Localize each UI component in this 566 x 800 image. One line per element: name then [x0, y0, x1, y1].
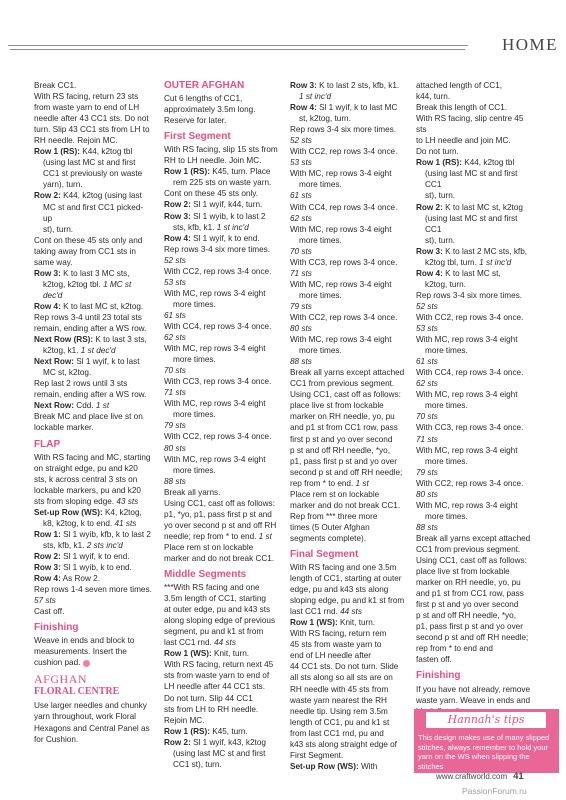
- stitch-count: 61 sts: [290, 191, 312, 201]
- flap-row-1-continuation: sts, kfb, k1. 2 sts inc'd: [43, 540, 123, 550]
- text-line: Place rem st on lockable: [164, 542, 254, 552]
- text-line: Break this length of CC1.: [416, 103, 508, 113]
- header-rule: [8, 45, 468, 46]
- text-line: With RS facing, slip centre 45 sts: [416, 114, 526, 135]
- final-setup-row: Set-up Row (WS): With: [290, 761, 378, 771]
- tips-box: [414, 709, 559, 773]
- text-line: Hexagons and Central Panel as: [34, 723, 150, 733]
- text-line: RH needle with 45 sts from: [290, 684, 389, 694]
- text-line: segment, pu and k1 st from: [164, 627, 264, 637]
- text-line: Using CC1, cast off as follows:: [416, 556, 527, 566]
- c4-row-4-continuation: k2tog, turn.: [425, 279, 466, 289]
- stitch-count: 53 sts: [416, 324, 438, 334]
- stitch-count: 62 sts: [416, 379, 438, 389]
- text-line: With RS facing, slip 15 sts from: [164, 145, 278, 155]
- stitch-count: 52 sts: [416, 301, 438, 311]
- text-line: yo over second p st and off RH: [164, 520, 277, 530]
- flap-repeat: Rep rows 1-4 seven more times.: [34, 585, 152, 595]
- stitch-count: 61 sts: [416, 357, 438, 367]
- text-line: With MC, rep rows 3-4 eight: [290, 169, 392, 179]
- text-line: st), turn.: [425, 235, 456, 245]
- text-line: sloping edge, pu and k1 st from: [290, 596, 405, 606]
- repeat-lines: [34, 312, 152, 334]
- text-line: marker on RH needle, yo, pu: [416, 578, 521, 588]
- final-lines: [290, 562, 408, 606]
- text-line: remain, ending after a WS row.: [34, 390, 147, 400]
- text-line: With MC, rep rows 3-4 eight: [290, 279, 392, 289]
- column-1: [34, 80, 152, 745]
- finishing-last-line: cushion pad.: [34, 657, 152, 668]
- text-line: and p1 st from CC1 row, pass: [290, 423, 398, 433]
- c2-break-lines: [164, 487, 282, 531]
- c4-break-lines: [416, 533, 534, 666]
- text-line: With RS facing, return 23 sts: [34, 92, 139, 102]
- text-line: segments complete).: [290, 533, 366, 543]
- text-line: k43 sts along straight edge of: [290, 739, 397, 749]
- flap-row-4: Row 4: As Row 2.: [34, 574, 100, 584]
- text-line: With CC2, rep rows 3-4 once.: [164, 432, 272, 442]
- text-line: With MC, rep rows 3-4 eight: [164, 288, 266, 298]
- footer: [436, 771, 524, 782]
- text-line: same way.: [34, 257, 73, 267]
- text-line: marker and do not break CC1.: [290, 500, 401, 510]
- c3-sequence: [290, 135, 408, 367]
- middle-row-1-lines: [164, 659, 282, 725]
- text-line: Rep last 2 rows until 3 sts: [34, 379, 128, 389]
- first-segment-heading: First Segment: [164, 131, 231, 143]
- middle-row-2: Row 2: Sl 1 wyif, k43, k2tog: [164, 737, 266, 747]
- text-line: times (5 Outer Afghan: [290, 522, 370, 532]
- header-rule-secondary: [10, 49, 465, 50]
- end-bullet-icon: [83, 660, 90, 667]
- text-line: Rep rows 3-4 until 23 total sts: [34, 312, 142, 322]
- text-line: more times.: [425, 346, 468, 356]
- outer-afghan-heading: OUTER AFGHAN: [164, 80, 245, 91]
- text-line: With CC4, rep rows 3-4 once.: [164, 321, 272, 331]
- text-line: needle tip. Using rem 3.5m: [290, 706, 388, 716]
- text-line: First Segment.: [290, 750, 344, 760]
- repeat-lines-2: [34, 378, 152, 400]
- middle-row-1-ws: Row 1 (WS): Knit, turn.: [164, 649, 250, 659]
- text-line: With MC, rep rows 3-4 eight: [164, 454, 266, 464]
- first-segment-lines: [164, 144, 282, 166]
- tips-title: Hannah's tips: [426, 712, 546, 728]
- section-label: HOME: [501, 35, 558, 54]
- row-4-instruction: Row 4: K to last MC st, k2tog.: [34, 301, 144, 311]
- text-line: RH needle. Rejoin MC.: [34, 136, 118, 146]
- text-line: With RS facing, return rem: [290, 629, 387, 639]
- text-line: Rejoin MC.: [164, 715, 205, 725]
- c3-row-3-note: 1 st inc'd: [299, 92, 332, 102]
- text-line: MC st and first CC1 picked-up: [43, 202, 144, 223]
- text-line: lockable marker.: [34, 423, 94, 433]
- next-row-rs: Next Row (RS): K to last 3 sts,: [34, 335, 147, 345]
- afghan-heading: AFGHAN: [34, 672, 88, 687]
- text-line: Break all yarns except attached: [416, 533, 531, 543]
- text-line: more times.: [299, 180, 342, 190]
- flap-row-2: Row 2: Sl 1 wyif, k to end.: [34, 551, 130, 561]
- stitch-count: 61 sts: [164, 310, 186, 320]
- stitch-count: 52 sts: [164, 255, 186, 265]
- flap-lines: [34, 452, 152, 496]
- c2-row-3-continuation: sts, kfb, k1. 1 st inc'd: [173, 222, 249, 232]
- text-line: Rep from *** three more: [290, 511, 378, 521]
- text-line: With RS facing and MC, starting: [34, 452, 151, 462]
- c3-break-lines: [290, 367, 408, 477]
- text-line: With CC3, rep rows 3-4 once.: [290, 257, 398, 267]
- text-line: to LH needle and join MC.: [416, 136, 511, 146]
- c4-row-4: Row 4: K to last MC st,: [416, 268, 501, 278]
- text-line: more times.: [173, 299, 216, 309]
- text-line: place live st from lockable: [416, 567, 510, 577]
- text-line: With CC3, rep rows 3-4 once.: [416, 423, 524, 433]
- text-line: With RS facing, return next 45: [164, 660, 274, 670]
- text-line: on straight edge, pu and k20: [34, 463, 138, 473]
- final-row-1: Row 1 (WS): Knit, turn.: [290, 618, 376, 628]
- next-row-2-continuation: MC st, k2tog.: [43, 368, 92, 378]
- stitch-count: 79 sts: [164, 421, 186, 431]
- text-line: all sts along so all sts are on: [290, 673, 393, 683]
- text-line: p st and off RH needle, *yo,: [290, 445, 390, 455]
- text-line: needle after 43 CC1 sts. Do not: [34, 114, 149, 124]
- text-line: lockable markers, pu and k20: [34, 485, 141, 495]
- text-line: length of CC1, pu and k1 st: [290, 717, 390, 727]
- text-line: (using last MC st and first: [43, 158, 136, 168]
- text-line: 3.5m length of CC1, starting: [164, 594, 266, 604]
- stitch-count: 70 sts: [164, 366, 186, 376]
- c4-intro-lines: [416, 80, 534, 157]
- stitch-count: 80 sts: [164, 443, 186, 453]
- text-line: more times.: [425, 401, 468, 411]
- stitch-count: 53 sts: [164, 277, 186, 287]
- text-line: With MC, rep rows 3-4 eight: [416, 335, 518, 345]
- c3-rep-line: rep from * to end. 1 st: [290, 478, 369, 488]
- row-1-instruction: Row 1 (RS): K44, k2tog tbl: [34, 147, 133, 157]
- stitch-count: 80 sts: [416, 489, 438, 499]
- text-line: CC1 from previous segment.: [290, 379, 395, 389]
- text-line: With MC, rep rows 3-4 eight: [416, 445, 518, 455]
- flap-row-3: Row 3: Sl 1 wyib, k to end.: [34, 563, 132, 573]
- text-line: Weave in ends and block to: [34, 636, 135, 646]
- stitch-count: 88 sts: [164, 476, 186, 486]
- text-line: Cont on these 45 sts only and: [34, 235, 143, 245]
- text-line: remain, ending after a WS row.: [34, 324, 147, 334]
- c4-finishing-lines: [416, 684, 534, 706]
- stitch-count: 52 sts: [290, 136, 312, 146]
- text-line: With MC, rep rows 3-4 eight: [416, 390, 518, 400]
- c2-row-3: Row 3: Sl 1 wyib, k to last 2: [164, 211, 266, 221]
- final-row-1-lines: [290, 628, 408, 761]
- text-line: p st and off RH needle, *yo,: [416, 611, 516, 621]
- c2-cont-45: Cont on these 45 sts only.: [164, 189, 259, 199]
- intro-lines: [34, 80, 152, 146]
- text-line: marker and do not break CC1.: [164, 553, 275, 563]
- c4-sequence: [416, 301, 534, 533]
- flap-row-1: Row 1: Sl 1 wyib, kfb, k to last 2: [34, 529, 151, 539]
- tips-body: This design makes use of many slipped stitches, always remember to hold your yarn on the WS when slipping the stitches: [418, 733, 550, 771]
- text-line: With CC2, rep rows 3-4 once.: [290, 312, 398, 322]
- text-line: LH needle after 44 CC1 sts.: [164, 682, 266, 692]
- text-line: (using last MC st and first CC1: [425, 169, 520, 190]
- text-line: With MC, rep rows 3-4 eight: [164, 344, 266, 354]
- text-line: With CC2, rep rows 3-4 once.: [290, 147, 398, 157]
- c4-row-2: Row 2: K to last MC st, k2tog: [416, 202, 523, 212]
- setup-row-continuation: k8, k2tog, k to end. 41 sts: [43, 518, 137, 528]
- stitch-count: 88 sts: [290, 357, 312, 367]
- text-line: from last CC1 rnd, pu and: [290, 728, 384, 738]
- text-line: With CC2, rep rows 3-4 once.: [416, 478, 524, 488]
- c2-sequence: [164, 255, 282, 487]
- text-line: Break all yarns.: [164, 487, 221, 497]
- c4-row-2-continuation: [416, 213, 534, 246]
- c2-row-2: Row 2: Sl 1 wyif, k44, turn.: [164, 200, 263, 210]
- text-line: With CC2, rep rows 3-4 once.: [416, 312, 524, 322]
- text-line: length of CC1, starting at outer: [290, 574, 402, 584]
- stitch-count: 62 sts: [164, 333, 186, 343]
- text-line: Do not turn.: [416, 147, 459, 157]
- next-row-2: Next Row: Sl 1 wyif, k to last: [34, 357, 140, 367]
- c4-row-1-continuation: [416, 168, 534, 201]
- stitch-count: 71 sts: [416, 434, 438, 444]
- final-segment-heading: Final Segment: [290, 548, 359, 560]
- c2-row-1-continuation: rem 225 sts on waste yarn.: [173, 178, 272, 188]
- c4-repeat: Rep rows 3-4 six more times.: [416, 290, 523, 300]
- text-line: With CC2, rep rows 3-4 once.: [164, 266, 272, 276]
- c4-finishing-heading: Finishing: [416, 670, 461, 682]
- stitch-count: 70 sts: [290, 246, 312, 256]
- flap-last-line: sts from sloping edge. 43 sts: [34, 496, 139, 506]
- text-line: yarn throughout, work Floral: [34, 712, 136, 722]
- text-line: second p st and off RH needle;: [290, 467, 403, 477]
- next-row-rs-continuation: k2tog, k1. 1 st dec'd: [43, 346, 116, 356]
- text-line: p1, pass first p st and yo over: [416, 622, 523, 632]
- text-line: more times.: [299, 346, 342, 356]
- text-line: end of LH needle after: [290, 651, 372, 661]
- text-line: CC1 st previously on waste: [43, 169, 143, 179]
- text-line: With MC, rep rows 3-4 eight: [416, 500, 518, 510]
- text-line: from waste yarn to end of LH: [34, 103, 140, 113]
- row-3-instruction: Row 3: K to last 3 MC sts,: [34, 268, 130, 278]
- text-line: sts from waste yarn to end of: [164, 671, 270, 681]
- text-line: 45 sts from waste yarn to: [290, 640, 382, 650]
- text-line: more times.: [299, 290, 342, 300]
- c2-row-1: Row 1 (RS): K45, turn. Place: [164, 167, 271, 177]
- text-line: Break CC1.: [34, 81, 77, 90]
- text-line: edge, pu and k43 sts along: [290, 585, 389, 595]
- row-3-continuation: k2tog, k2tog tbl. 1 MC st dec'd: [43, 279, 134, 300]
- text-line: CC1 st), turn.: [173, 759, 222, 769]
- flap-stitch-count: 57 sts: [34, 596, 56, 606]
- column-3: [290, 80, 408, 772]
- c2-place-lines: [164, 542, 282, 564]
- c2-needle-line: needle; rep from * to end. 1 st: [164, 531, 272, 541]
- text-line: With CC4, rep rows 3-4 once.: [416, 368, 524, 378]
- middle-segments-heading: Middle Segments: [164, 569, 247, 581]
- flap-heading: FLAP: [34, 438, 61, 450]
- c3-row-3: Row 3: K to last 2 sts, kfb, k1.: [290, 81, 400, 90]
- setup-row: Set-up Row (WS): K4, k2tog,: [34, 507, 142, 517]
- text-line: With RS facing and one 3.5m: [290, 563, 397, 573]
- c4-row-1: Row 1 (RS): K44, k2tog tbl: [416, 158, 515, 168]
- stitch-count: 70 sts: [416, 412, 438, 422]
- text-line: Using CC1, cast off as follows:: [164, 498, 275, 508]
- text-line: k44, turn.: [416, 92, 451, 102]
- text-line: ***With RS facing and one: [164, 583, 260, 593]
- text-line: waste yarn. Weave in ends and: [416, 695, 531, 705]
- stitch-count: 79 sts: [416, 467, 438, 477]
- text-line: Place rem st on lockable: [290, 489, 380, 499]
- c3-row-4: Row 4: Sl 1 wyif, k to last MC: [290, 103, 398, 113]
- c2-row-4: Row 4: Sl 1 wyif, k to end.: [164, 233, 260, 243]
- text-line: first p st and yo over second: [290, 434, 393, 444]
- text-line: more times.: [425, 511, 468, 521]
- text-line: along sloping edge of previous: [164, 616, 276, 626]
- text-line: measurements. Insert the: [34, 647, 127, 657]
- c4-row-3-continuation: k2tog tbl, turn. 1 st inc'd: [425, 257, 512, 267]
- stitch-count: 88 sts: [416, 522, 438, 532]
- stitch-count: 80 sts: [290, 324, 312, 334]
- text-line: more times.: [299, 235, 342, 245]
- text-line: Cut 6 lengths of CC1,: [164, 94, 243, 104]
- text-line: p1, *yo, p1, pass first p st and: [164, 509, 272, 519]
- text-line: Do not turn. Slip 44 CC1: [164, 693, 253, 703]
- page-number: 41: [513, 771, 524, 782]
- text-line: With MC, rep rows 3-4 eight: [290, 335, 392, 345]
- stitch-count: 62 sts: [290, 213, 312, 223]
- stitch-count: 71 sts: [164, 388, 186, 398]
- final-last-line: last CC1 rnd. 44 sts: [290, 607, 362, 617]
- c3-place-lines: [290, 489, 408, 544]
- text-line: second p st and off RH needle;: [416, 633, 529, 643]
- middle-last-line: last CC1 rnd. 44 sts: [164, 638, 236, 648]
- text-line: Break all yarns except attached: [290, 368, 405, 378]
- c4-row-3: Row 3: K to last 2 MC sts, kfb,: [416, 246, 528, 256]
- text-line: With CC4, rep rows 3-4 once.: [290, 202, 398, 212]
- text-line: turn. Slip 43 CC1 sts from LH to: [34, 125, 150, 135]
- column-4: [416, 80, 534, 717]
- middle-lines: [164, 582, 282, 637]
- text-line: Break MC and place live st on: [34, 412, 143, 422]
- text-line: more times.: [173, 465, 216, 475]
- text-line: attached length of CC1,: [416, 81, 503, 90]
- text-line: Use larger needles and chunky: [34, 701, 147, 711]
- text-line: RH to LH needle. Join MC.: [164, 156, 262, 166]
- text-line: With CC3, rep rows 3-4 once.: [164, 377, 272, 387]
- text-line: yarn), turn.: [43, 180, 83, 190]
- c2-repeat: Rep rows 3-4 six more times.: [164, 244, 271, 254]
- row-1-continuation: [34, 157, 152, 190]
- text-line: Using CC1, cast off as follows:: [290, 390, 401, 400]
- stitch-count: 79 sts: [290, 301, 312, 311]
- text-line: waste yarn nearest the RH: [290, 695, 387, 705]
- floral-centre-heading: FLORAL CENTRE: [34, 686, 120, 698]
- text-line: first p st and yo over second: [416, 600, 519, 610]
- stitch-count: 71 sts: [290, 268, 312, 278]
- text-line: more times.: [425, 456, 468, 466]
- text-line: (using last MC st and first: [173, 748, 266, 758]
- text-line: place live st from lockable: [290, 401, 384, 411]
- text-line: If you have not already, remove: [416, 684, 531, 694]
- row-2-instruction: Row 2: K44, k2tog (using last: [34, 191, 142, 201]
- text-line: more times.: [173, 410, 216, 420]
- footer-url: www.craftworld.com: [436, 772, 508, 781]
- text-line: st), turn.: [43, 224, 74, 234]
- row-2-continuation: [34, 202, 152, 235]
- text-line: Reserve for later.: [164, 116, 227, 126]
- next-row-3: Next Row: Cdd. 1 st: [34, 401, 110, 411]
- text-line: (using last MC st and first CC1: [425, 213, 520, 234]
- text-line: st), turn.: [425, 191, 456, 201]
- text-line: 44 CC1 sts. Do not turn. Slide: [290, 662, 399, 672]
- text-line: With MC, rep rows 3-4 eight: [290, 224, 392, 234]
- middle-row-1-rs: Row 1 (RS): K45, turn.: [164, 726, 248, 736]
- continue-lines: [34, 235, 152, 268]
- text-line: p1, pass first p st and yo over: [290, 456, 397, 466]
- text-line: more times.: [173, 355, 216, 365]
- text-line: With MC, rep rows 3-4 eight: [164, 399, 266, 409]
- column-2: [164, 80, 282, 770]
- outer-lines: [164, 93, 282, 126]
- finishing-heading: Finishing: [34, 622, 79, 634]
- text-line: and p1 st from CC1 row, pass: [416, 589, 524, 599]
- middle-row-2-continuation: [164, 748, 282, 770]
- afghan-lines: [34, 700, 152, 744]
- text-line: sts from LH to RH needle.: [164, 704, 259, 714]
- text-line: at outer edge, pu and k43 sts: [164, 605, 271, 615]
- stitch-count: 53 sts: [290, 158, 312, 168]
- text-line: for Cushion.: [34, 734, 79, 744]
- break-lines: [34, 411, 152, 433]
- watermark: PassionForum.ru: [462, 786, 527, 796]
- finishing-lines: [34, 635, 152, 657]
- text-line: approximately 3.5m long.: [164, 105, 256, 115]
- c3-row-4-continuation: st, k2tog, turn.: [299, 114, 351, 124]
- c3-repeat: Rep rows 3-4 six more times.: [290, 125, 397, 135]
- text-line: rep from * to end and: [416, 644, 493, 654]
- text-line: fasten off.: [416, 655, 452, 665]
- text-line: CC1 from previous segment.: [416, 544, 521, 554]
- flap-cast-off: Cast off.: [34, 607, 65, 617]
- text-line: sts, k across central 3 sts on: [34, 474, 138, 484]
- text-line: taking away from CC1 sts in: [34, 246, 136, 256]
- text-line: marker on RH needle, yo, pu: [290, 412, 395, 422]
